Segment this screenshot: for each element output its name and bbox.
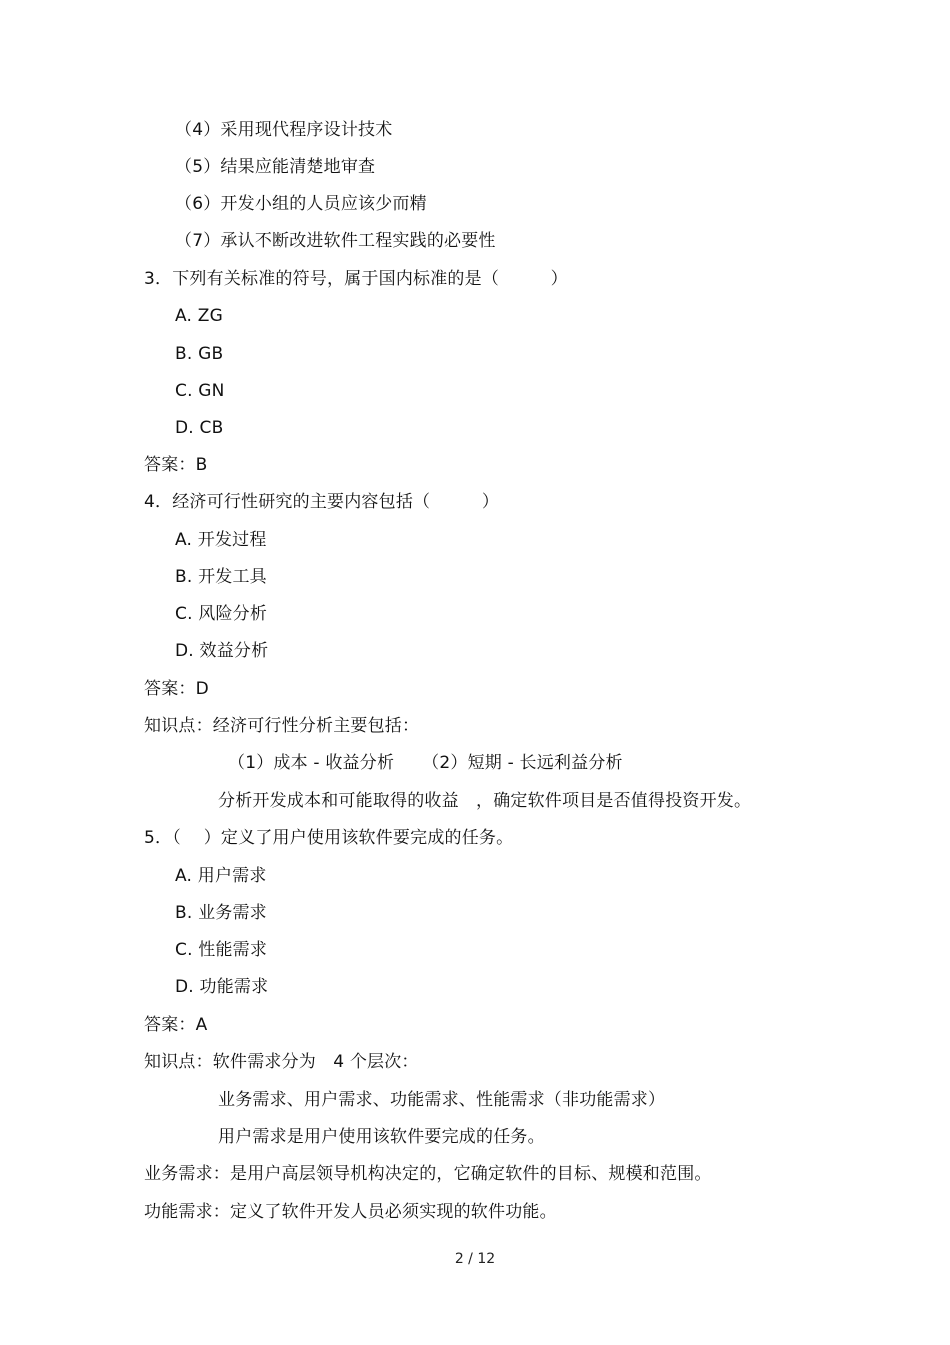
functional-requirement-definition: 功能需求：定义了软件开发人员必须实现的软件功能。 (144, 1202, 557, 1222)
question-5-knowledge-detail-2: 用户需求是用户使用该软件要完成的任务。 (218, 1127, 545, 1147)
principle-item-5: （5）结果应能清楚地审查 (175, 157, 376, 177)
question-3-option-a: A. ZG (175, 306, 223, 326)
question-3-option-d: D. CB (175, 418, 224, 438)
question-5-option-c: C. 性能需求 (175, 940, 268, 960)
question-4-answer: 答案：D (144, 679, 209, 699)
question-5-answer: 答案：A (144, 1015, 208, 1035)
principle-item-7: （7）承认不断改进软件工程实践的必要性 (175, 231, 496, 251)
question-4-knowledge-detail-1 (228, 752, 623, 774)
question-3-option-b: B. GB (175, 344, 224, 364)
question-5-knowledge-detail-1: 业务需求、用户需求、功能需求、性能需求（非功能需求） (218, 1090, 666, 1110)
question-4-option-c: C. 风险分析 (175, 604, 268, 624)
principle-item-4: （4）采用现代程序设计技术 (175, 120, 393, 140)
question-3-answer: 答案：B (144, 455, 208, 475)
question-4-knowledge-detail-2: 分析开发成本和可能取得的收益 ，确定软件项目是否值得投资开发。 (218, 791, 752, 811)
question-5-option-a: A. 用户需求 (175, 866, 267, 886)
question-3: 3．下列有关标准的符号，属于国内标准的是（ ） (144, 269, 568, 289)
question-5-option-b: B. 业务需求 (175, 903, 267, 923)
principle-item-6: （6）开发小组的人员应该少而精 (175, 194, 427, 214)
question-4-option-a: A. 开发过程 (175, 530, 267, 550)
business-requirement-definition: 业务需求：是用户高层领导机构决定的，它确定软件的目标、规模和范围。 (144, 1164, 712, 1184)
question-5-option-d: D. 功能需求 (175, 977, 269, 997)
short-long-term-analysis: （2）短期 - 长远利益分析 (422, 753, 623, 773)
question-3-option-c: C. GN (175, 381, 225, 401)
question-4: 4．经济可行性研究的主要内容包括（ ） (144, 492, 500, 512)
cost-benefit-analysis: （1）成本 - 收益分析 (228, 753, 395, 773)
page-number: 2 / 12 (454, 1251, 496, 1267)
question-4-option-b: B. 开发工具 (175, 567, 267, 587)
question-5-knowledge-point: 知识点：软件需求分为 4 个层次： (144, 1052, 419, 1072)
question-5: 5．（ ）定义了用户使用该软件要完成的任务。 (144, 828, 514, 848)
question-4-option-d: D. 效益分析 (175, 641, 269, 661)
question-4-knowledge-point: 知识点：经济可行性分析主要包括： (144, 716, 420, 736)
